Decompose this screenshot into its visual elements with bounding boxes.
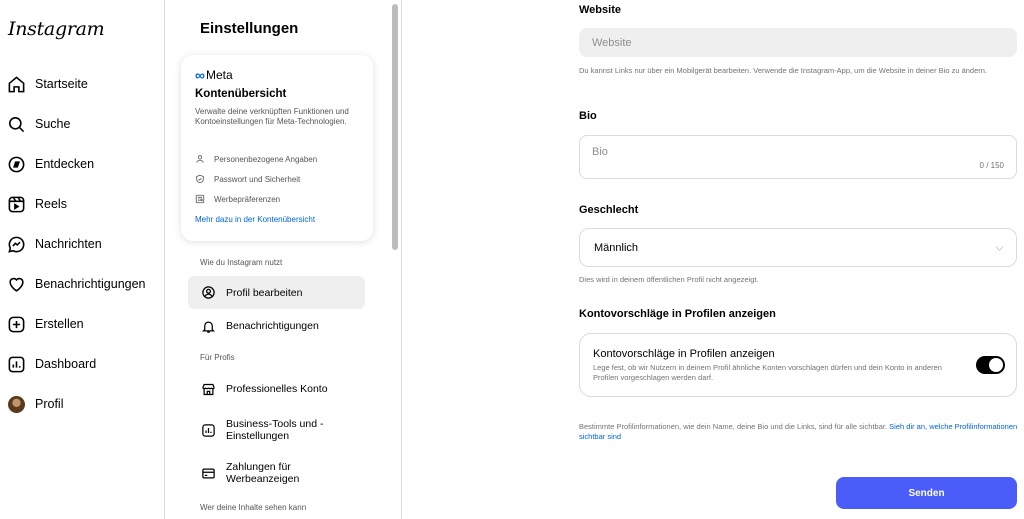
settings-item-label: Business-Tools und -Einstellungen — [226, 418, 324, 442]
meta-row-label: Passwort und Sicherheit — [214, 174, 301, 184]
meta-row-label: Personenbezogene Angaben — [214, 154, 318, 164]
accounts-center-title: Kontenübersicht — [195, 88, 287, 100]
chevron-down-icon — [995, 244, 1004, 253]
nav-label: Entdecken — [35, 157, 95, 171]
toggle-knob — [989, 358, 1003, 372]
section-label-pros: Für Profis — [200, 353, 235, 362]
nav-label: Nachrichten — [35, 237, 102, 251]
profile-circle-icon — [200, 285, 216, 301]
credit-card-icon — [200, 465, 216, 481]
plus-square-icon — [6, 314, 26, 334]
compass-icon — [6, 154, 26, 174]
settings-item-edit-profile[interactable] — [188, 276, 365, 309]
nav-label: Erstellen — [35, 317, 84, 331]
meta-row-personal-details[interactable] — [195, 152, 317, 166]
nav-item-nachrichten[interactable] — [6, 229, 161, 259]
meta-infinity-icon: ∞ — [195, 67, 205, 83]
nav-label: Startseite — [35, 77, 88, 91]
bio-label: Bio — [579, 110, 597, 122]
left-navigation — [0, 0, 165, 519]
settings-scrollbar[interactable] — [392, 4, 398, 250]
section-label-usage: Wie du Instagram nutzt — [200, 258, 283, 267]
nav-item-erstellen[interactable] — [6, 309, 161, 339]
suggestions-card — [579, 333, 1017, 397]
nav-item-dashboard[interactable] — [6, 349, 161, 379]
nav-label: Benachrichtigungen — [35, 277, 146, 291]
ad-preferences-icon — [195, 194, 205, 204]
submit-button[interactable]: Senden — [836, 477, 1017, 509]
nav-label: Profil — [35, 397, 64, 411]
settings-item-professional-account[interactable] — [188, 374, 365, 404]
store-icon — [200, 381, 216, 397]
nav-item-startseite[interactable] — [6, 69, 161, 99]
avatar — [8, 396, 25, 413]
nav-item-entdecken[interactable] — [6, 149, 161, 179]
settings-item-notifications[interactable] — [188, 311, 365, 341]
section-label-visibility: Wer deine Inhalte sehen kann — [200, 503, 307, 512]
meta-logo-text: Meta — [205, 68, 233, 82]
accounts-center-link[interactable]: Mehr dazu in der Kontenübersicht — [195, 215, 316, 224]
suggestions-description: Lege fest, ob wir Nutzern in deinem Profil ähnliche Konten vorschlagen dürfen und dein Konto in anderen Profilen vorgeschlagen werden darf. — [593, 363, 942, 382]
bell-icon — [200, 318, 216, 334]
website-label: Website — [579, 4, 621, 16]
visibility-note — [579, 422, 1021, 442]
bio-placeholder: Bio — [592, 146, 608, 158]
gender-label: Geschlecht — [579, 204, 639, 216]
gender-select[interactable] — [579, 228, 1017, 267]
website-hint: Du kannst Links nur über ein Mobilgerät bearbeiten. Verwende die Instagram-App, um die Website in deiner Bio zu ändern. — [579, 66, 988, 75]
nav-label: Suche — [35, 117, 71, 131]
visibility-note-link[interactable]: Sieh dir an, welche Profilinformationen sichtbar sind — [579, 422, 1018, 441]
accounts-center-description: Verwalte deine verknüpften Funktionen und Kontoeinstellungen für Meta-Technologien. — [195, 107, 349, 126]
meta-row-label: Werbepräferenzen — [214, 194, 281, 204]
heart-icon — [6, 274, 26, 294]
bio-char-count: 0 / 150 — [979, 161, 1004, 170]
gender-value: Männlich — [594, 241, 639, 254]
edit-profile-form — [403, 0, 1024, 519]
accounts-center-card[interactable] — [181, 55, 373, 241]
gender-hint: Dies wird in deinem öffentlichen Profil nicht angezeigt. — [579, 275, 759, 284]
suggestions-title: Kontovorschläge in Profilen anzeigen — [593, 348, 775, 360]
settings-item-label: Zahlungen für Werbeanzeigen — [226, 461, 300, 485]
website-field[interactable]: Website — [579, 28, 1017, 57]
meta-row-ad-preferences[interactable] — [195, 192, 280, 206]
settings-item-label: Benachrichtigungen — [226, 320, 319, 332]
meta-logo — [195, 67, 233, 83]
settings-sidebar — [166, 0, 402, 519]
nav-item-suche[interactable] — [6, 109, 161, 139]
suggestions-heading: Kontovorschläge in Profilen anzeigen — [579, 308, 776, 320]
suggestions-toggle[interactable] — [976, 356, 1005, 374]
chart-square-icon — [200, 422, 216, 438]
nav-item-benachrichtigungen[interactable] — [6, 269, 161, 299]
search-icon — [6, 114, 26, 134]
home-icon — [6, 74, 26, 94]
nav-item-profil[interactable] — [6, 389, 161, 419]
nav-label: Reels — [35, 197, 67, 211]
meta-row-password-security[interactable] — [195, 172, 300, 186]
reels-icon — [6, 194, 26, 214]
chart-square-icon — [6, 354, 26, 374]
avatar-wrapper — [6, 394, 26, 414]
messenger-icon — [6, 234, 26, 254]
settings-item-business-tools[interactable] — [188, 412, 365, 448]
settings-item-label: Professionelles Konto — [226, 383, 328, 395]
shield-icon — [195, 174, 205, 184]
nav-label: Dashboard — [35, 357, 97, 371]
settings-item-label: Profil bearbeiten — [226, 286, 303, 299]
nav-item-reels[interactable] — [6, 189, 161, 219]
person-icon — [195, 154, 205, 164]
settings-title: Einstellungen — [200, 20, 299, 37]
bio-textarea[interactable] — [579, 135, 1017, 179]
instagram-logo[interactable]: Instagram — [8, 18, 105, 40]
settings-item-ad-payments[interactable] — [188, 455, 365, 491]
visibility-note-text: Bestimmte Profilinformationen, wie dein Name, deine Bio und die Links, sind für alle sichtbar. — [579, 422, 888, 431]
